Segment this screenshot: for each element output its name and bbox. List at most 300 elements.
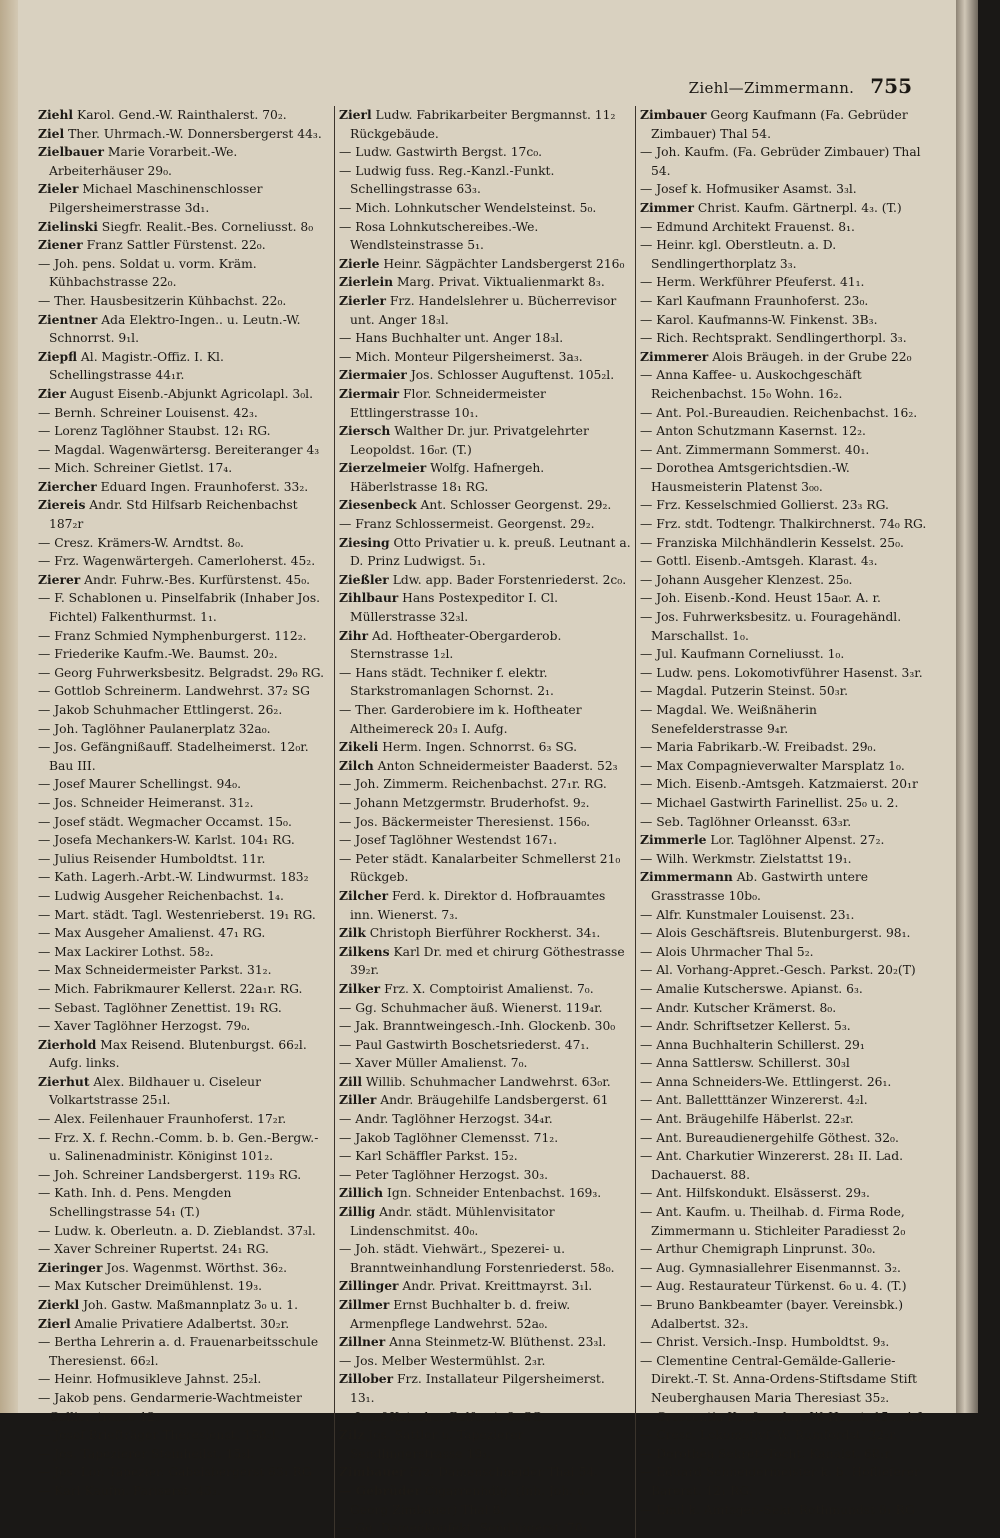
- entry-columns: [34, 106, 938, 1538]
- entry-text: — Dorothea Sekret.-Tocht. Kanalst. 68₁r.: [640, 1446, 894, 1461]
- entry-text: Al. Magistr.-Offiz. I. Kl. Schellingstrasse 44₁r.: [49, 349, 224, 383]
- entry-text: Georg Kaufmann (Fa. Gebrüder Zimbauer) Thal 54.: [651, 108, 908, 141]
- page-header: [689, 74, 912, 98]
- entry-text: — Mich. Monteur Pilgersheimerst. 3a₃.: [339, 349, 583, 364]
- directory-entry: [38, 682, 330, 701]
- directory-entry: [339, 515, 631, 534]
- directory-entry: [640, 608, 932, 645]
- entry-text: — Ant. Pol.-Bureaudien. Reichenbachst. 16₂.: [640, 405, 918, 420]
- entry-text: — Bernh. Schreiner Louisenst. 42₃.: [38, 405, 258, 420]
- entry-text: — Ant. Balletttänzer Winzererst. 4₂l.: [640, 1093, 868, 1108]
- directory-entry: [339, 1352, 631, 1371]
- entry-text: — Xaver Schreiner Rupertst. 24₁ RG.: [38, 1242, 269, 1257]
- directory-entry: [38, 813, 330, 832]
- entry-text: — Joh. Kaufm. (Fa. Gebrüder Zimbauer) Thal 54.: [640, 145, 921, 178]
- entry-text: — Amalie Kutscherswe. Apianst. 6₃.: [640, 981, 863, 996]
- entry-text: Frz. Handelslehrer u. Bücherrevisor unt. Anger 18₃l.: [350, 293, 617, 327]
- entry-text: Andr. Bräugehilfe Landsbergerst. 61: [376, 1093, 609, 1108]
- entry-surname: Ziehl: [38, 107, 74, 122]
- entry-text: — Anton Schutzmann Kasernst. 12₂.: [640, 424, 866, 439]
- directory-entry: [38, 924, 330, 943]
- entry-text: Marie Vorarbeit.-We. Arbeiterhäuser 29₀.: [49, 145, 238, 178]
- entry-text: — Eduard Schneidermeister k. b. Hoflieferer Barerst. 12₁ RG.: [640, 1465, 920, 1498]
- entry-text: Ada Elektro-Ingen.. u. Leutn.-W. Schnorrst. 9₁l.: [49, 312, 301, 346]
- directory-entry: [38, 422, 330, 441]
- directory-page: [18, 0, 978, 1536]
- directory-entry: [38, 496, 330, 533]
- directory-entry: [640, 738, 932, 757]
- directory-entry: [38, 534, 330, 553]
- directory-entry: [38, 887, 330, 906]
- entry-text: Andr. Privat. Kreittmayrst. 3₁l.: [398, 1279, 593, 1294]
- entry-text: — Andr. Taglöhner Herzogst. 34₄r.: [339, 1112, 553, 1127]
- directory-entry: [38, 441, 330, 460]
- directory-entry: [339, 1036, 631, 1055]
- entry-text: — Josef Briefträger Theresienst. 158₃l.: [38, 1428, 280, 1443]
- entry-text: — Frz. X. f. Rechn.-Comm. b. b. Gen.-Bergw.- u. Salinenadministr. Königinst 101₂.: [38, 1130, 319, 1164]
- directory-entry: [339, 701, 631, 738]
- directory-entry: [640, 180, 932, 199]
- directory-entry: [38, 106, 330, 125]
- directory-entry: [38, 1129, 330, 1166]
- directory-entry: [339, 924, 631, 943]
- entry-text: — Ant. Charkutier Winzererst. 28₁ II. Lad. Dachauerst. 88.: [640, 1149, 904, 1182]
- entry-text: Willib. Schuhmacher Landwehrst. 63₀r.: [362, 1074, 611, 1089]
- entry-text: — Joh. pens. Soldat u. vorm. Kräm. Kühbachstrasse 22₀.: [38, 256, 257, 290]
- directory-entry: [640, 329, 932, 348]
- column-2: [334, 106, 635, 1538]
- entry-text: — Al. Vorhang-Appret.-Gesch. Parkst. 20₂(T): [640, 963, 916, 978]
- entry-surname: Zimmer: [640, 199, 694, 215]
- entry-text: — Rosa Lohnkutschereibes.-We. Wendlsteinstrasse 5₁.: [339, 219, 539, 253]
- entry-text: — Rich. Rechtsprakt. Sendlingerthorpl. 3₃.: [640, 331, 907, 346]
- directory-entry: [640, 757, 932, 776]
- directory-entry: [339, 589, 631, 626]
- directory-entry: [640, 1445, 932, 1464]
- entry-text: Andr. Std Hilfsarb Reichenbachst 187₂r: [49, 498, 298, 532]
- entry-text: — Mich. Schreiner Gietlst. 17₄.: [38, 461, 233, 476]
- entry-text: — Gg. Damenkonfekt. Sendlingerst. 70₄.: [339, 1521, 592, 1536]
- entry-text: — Josefa Mechankers-W. Karlst. 104₁ RG.: [38, 833, 295, 848]
- directory-entry: [640, 199, 932, 218]
- directory-entry: [640, 404, 932, 423]
- entry-text: — Herm. Werkführer Pfeuferst. 41₁.: [640, 275, 865, 290]
- directory-entry: [339, 1017, 631, 1036]
- entry-text: — Jakob pens. Gendarmerie-Wachtmeister Gollierstrasse 12₃.: [38, 1390, 302, 1424]
- directory-entry: [640, 1408, 932, 1427]
- entry-text: Ferd. k. Direktor d. Hofbrauamtes inn. Wienerst. 7₃.: [350, 888, 606, 922]
- entry-text: Ther. Uhrmach.-W. Donnersbergerst 44₃.: [64, 126, 322, 141]
- directory-entry: [640, 1463, 932, 1500]
- entry-surname: Zierlein: [339, 274, 394, 290]
- entry-text: — Joh. Schreiner Landsbergerst. 119₃ RG.: [38, 1167, 302, 1182]
- entry-text: — Magdal. We. Weißnäherin Senefelderstrasse 9₄r.: [640, 703, 817, 736]
- directory-entry: [38, 348, 330, 385]
- entry-surname: Zillober: [339, 1371, 394, 1387]
- directory-entry: [339, 831, 631, 850]
- directory-entry: [38, 1073, 330, 1110]
- directory-entry: [640, 682, 932, 701]
- directory-entry: [640, 589, 932, 608]
- entry-text: — Jos. Schneider Heimeranst. 31₂.: [38, 795, 254, 810]
- entry-text: Hans Postexpeditor I. Cl. Müllerstrasse 32₃l.: [350, 591, 559, 625]
- directory-entry: [640, 515, 932, 534]
- entry-text: Andr. städt. Mühlenvisitator Lindenschmitst. 40₀.: [350, 1205, 555, 1238]
- entry-text: — Jos. Tapezierer Steinheilst. 15₂l.: [38, 1446, 255, 1461]
- entry-text: Ign. Schneider Entenbachst. 169₃.: [383, 1186, 602, 1201]
- entry-text: Ant. Schlosser Georgenst. 29₂.: [416, 498, 612, 513]
- book-gutter: [0, 0, 18, 1413]
- directory-entry: [38, 404, 330, 423]
- directory-entry: [339, 1054, 631, 1073]
- directory-entry: [640, 534, 932, 553]
- directory-entry: [38, 980, 330, 999]
- directory-entry: [38, 1036, 330, 1073]
- entry-text: — Jakob Taglöhner Clemensst. 71₂.: [339, 1130, 559, 1145]
- entry-surname: Zierhold: [38, 1036, 97, 1052]
- directory-entry: [38, 459, 330, 478]
- directory-entry: [38, 552, 330, 571]
- entry-text: — Max Lackirer Lothst. 58₂.: [38, 944, 214, 959]
- entry-text: Eduard Ingen. Fraunhoferst. 33₂.: [96, 479, 309, 494]
- directory-entry: [640, 1147, 932, 1184]
- entry-text: — Josef Taglöhner Westendst 167₁.: [339, 833, 557, 848]
- directory-entry: [339, 571, 631, 590]
- entry-text: Karl Dr. med et chirurg Göthestrasse 39₂r.: [350, 944, 625, 978]
- entry-text: Siegfr. Realit.-Bes. Corneliusst. 8₀: [97, 219, 314, 234]
- directory-entry: [640, 943, 932, 962]
- directory-entry: [339, 1333, 631, 1352]
- entry-text: — Max Ausgeher Amalienst. 47₁ RG.: [38, 926, 266, 941]
- directory-entry: [339, 1129, 631, 1148]
- directory-entry: [339, 664, 631, 701]
- entry-surname: Zilker: [339, 980, 381, 996]
- directory-entry: [339, 348, 631, 367]
- entry-text: — Frz. Kesselschmied Gollierst. 23₃ RG.: [640, 498, 889, 513]
- entry-text: — Alex. Feilenhauer Fraunhoferst. 17₂r.: [38, 1112, 287, 1127]
- entry-surname: Ziller: [339, 1092, 377, 1108]
- entry-text: — Aug. Restaurateur Türkenst. 6₀ u. 4. (T.): [640, 1279, 907, 1294]
- directory-entry: [640, 1259, 932, 1278]
- entry-text: Walther Dr. jur. Privatgelehrter Leopoldst. 16₀r. (T.): [350, 424, 589, 457]
- entry-text: August Eisenb.-Abjunkt Agricolapl. 3₀l.: [65, 386, 314, 401]
- directory-entry: [640, 999, 932, 1018]
- directory-entry: [38, 794, 330, 813]
- entry-text: — Edmund Architekt Frauenst. 8₁.: [640, 219, 855, 234]
- directory-entry: [640, 571, 932, 590]
- entry-text: Jos. Schlosser Auguftenst. 105₂l.: [406, 368, 615, 383]
- directory-entry: [640, 1054, 932, 1073]
- directory-entry: [38, 218, 330, 237]
- entry-surname: Zillinger: [339, 1278, 399, 1294]
- directory-entry: [339, 218, 631, 255]
- entry-text: — Lorenz Taglöhner Staubst. 12₁ RG.: [38, 424, 271, 439]
- entry-surname: — Gebrüder: [339, 1482, 421, 1498]
- entry-text: — Dorothea Amtsgerichtsdien.-W. Hausmeisterin Platenst 3₀₀.: [640, 461, 850, 494]
- directory-entry: [640, 292, 932, 311]
- directory-entry: [640, 552, 932, 571]
- directory-entry: [339, 1370, 631, 1407]
- entry-text: — Crescentia Kupferschm.-W. Heust. 15a₃ A.I: [640, 1409, 923, 1424]
- directory-entry: [38, 831, 330, 850]
- entry-text: — Hans städt. Techniker f. elektr. Starkstromanlagen Schornst. 2₁.: [339, 665, 554, 699]
- directory-entry: [640, 961, 932, 980]
- directory-entry: [640, 311, 932, 330]
- directory-entry: [339, 794, 631, 813]
- directory-entry: [339, 162, 631, 199]
- entry-text: Christoph Bierführer Rockherst. 34₁.: [365, 926, 601, 941]
- directory-entry: [339, 775, 631, 794]
- entry-text: — Georg Fuhrwerksbesitz. Belgradst. 29₀ RG.: [38, 665, 324, 680]
- directory-entry: [339, 1519, 631, 1538]
- entry-text: — F. Schablonen u. Pinselfabrik (Inhaber Jos. Fichtel) Falkenthurmst. 1₁.: [38, 591, 321, 625]
- entry-surname: Zimbauer: [640, 107, 707, 122]
- directory-entry: [640, 1110, 932, 1129]
- directory-entry: [38, 1222, 330, 1241]
- entry-text: Frz. Installateur Pilgersheimerst. 13₁.: [350, 1372, 605, 1405]
- directory-entry: [38, 868, 330, 887]
- entry-text: — Andr. Kutscher Krämerst. 8₀.: [640, 1000, 837, 1015]
- directory-entry: [38, 645, 330, 664]
- entry-text: — Jos. Melber Westermühlst. 2₃r.: [339, 1353, 546, 1368]
- entry-text: Jos. Wagenmst. Wörthst. 36₂.: [102, 1260, 288, 1275]
- directory-entry: [38, 961, 330, 980]
- entry-text: — Jos. Gefängnißauff. Stadelheimerst. 12₀r. Bau III.: [38, 740, 309, 773]
- entry-text: — Ant. Kaufm. u. Theilhab. d. Firma Rode, Zimmermann u. Stichleiter Paradiesst 2₀: [640, 1205, 906, 1238]
- entry-surname: Ziel: [38, 125, 65, 141]
- entry-text: Michael Maschinenschlosser Pilgersheimerstrasse 3d₁.: [49, 182, 263, 215]
- entry-text: — Frz. Wagenwärtergeh. Camerloherst. 45₂.: [38, 554, 316, 569]
- entry-text: — Ant. Bureaudienergehilfe Göthest. 32₀.: [640, 1130, 899, 1145]
- column-1: [34, 106, 334, 1538]
- directory-entry: [640, 496, 932, 515]
- entry-surname: Ziesenbeck: [339, 497, 417, 513]
- directory-entry: [38, 1166, 330, 1185]
- entry-surname: Zielinski: [38, 218, 98, 234]
- entry-surname: Zientner: [38, 311, 98, 327]
- directory-entry: [339, 1426, 631, 1463]
- directory-entry: [339, 999, 631, 1018]
- entry-text: Ldw. app. Bader Forstenriederst. 2c₀.: [388, 572, 627, 587]
- entry-surname: Zierle: [339, 255, 380, 271]
- entry-surname: Ziereis: [38, 497, 86, 513]
- entry-surname: Zillner: [339, 1334, 386, 1350]
- entry-text: — Gottl. Eisenb.-Amtsgeh. Klarast. 4₃.: [640, 554, 878, 569]
- entry-text: — Paul Gastwirth Boschetsriederst. 47₁.: [339, 1037, 590, 1052]
- entry-surname: Zierl: [38, 1315, 71, 1331]
- directory-entry: [640, 906, 932, 925]
- directory-entry: [38, 1482, 330, 1501]
- directory-entry: [38, 143, 330, 180]
- directory-entry: [38, 255, 330, 292]
- directory-entry: [38, 1184, 330, 1221]
- directory-entry: [38, 1110, 330, 1129]
- entry-text: — Sebast. Taglöhner Zenettist. 19₁ RG.: [38, 1000, 282, 1015]
- directory-entry: [339, 1166, 631, 1185]
- entry-text: — Joh. städt. Viehwärt., Spezerei- u. Branntweinhandlung Forstenriederst. 58₀.: [339, 1242, 615, 1275]
- directory-entry: [640, 459, 932, 496]
- directory-entry: [38, 571, 330, 590]
- entry-text: — Gg. Schuhmacher äuß. Wienerst. 119₄r.: [339, 1000, 603, 1015]
- directory-entry: [339, 1408, 631, 1427]
- directory-entry: [38, 775, 330, 794]
- entry-text: — Kath. Lagerh.-Arbt.-W. Lindwurmst. 183₂: [38, 870, 309, 885]
- directory-entry: [339, 1091, 631, 1110]
- entry-text: — Karl Kaufm. Pariserst. 43₃.: [38, 1483, 221, 1498]
- entry-surname: Ziercher: [38, 478, 97, 494]
- directory-entry: [38, 311, 330, 348]
- directory-entry: [640, 106, 932, 143]
- entry-text: — Ant. Zimmermann Sommerst. 40₁.: [640, 442, 870, 457]
- directory-entry: [339, 273, 631, 292]
- entry-text: — Josef Kutscher Belforst. 8₀ SG.: [339, 1409, 546, 1424]
- entry-text: — Joh. Zimmerm. Reichenbachst. 27₁r. RG.: [339, 777, 607, 792]
- running-title: Ziehl—Zimmermann.: [688, 79, 855, 97]
- entry-surname: Zieringer: [38, 1259, 103, 1275]
- entry-text: — Ther. Hausbesitzerin Kühbachst. 22₀.: [38, 293, 287, 308]
- entry-text: Heinr. Sägpächter Landsbergerst 216₀: [379, 256, 625, 271]
- entry-text: — Mich. Fabrikmaurer Kellerst. 22a₁r. RG.: [38, 981, 303, 996]
- entry-text: — Anna Sattlersw. Schillerst. 30₃l: [640, 1056, 850, 1071]
- directory-entry: [38, 738, 330, 775]
- entry-text: — Cresz. Krämers-W. Arndtst. 8₀.: [38, 535, 244, 550]
- entry-text: — Karol. Kaufmanns-W. Finkenst. 3B₃.: [640, 312, 878, 327]
- directory-entry: [38, 236, 330, 255]
- entry-text: Christ. Kaufm. Gärtnerpl. 4₃. (T.): [693, 200, 902, 215]
- entry-surname: Zier: [38, 385, 66, 401]
- entry-surname: Zihlbaur: [339, 590, 399, 606]
- entry-surname: Zimmerer: [640, 348, 709, 364]
- entry-text: Alex. Bildhauer u. Ciseleur Volkartstrasse 25₁l.: [49, 1074, 261, 1108]
- directory-entry: [640, 645, 932, 664]
- entry-text: — Peter städt. Kanalarbeiter Schmellerst 21₀ Rückgeb.: [339, 851, 621, 885]
- entry-text: — Max Kutscher Dreimühlenst. 19₃.: [38, 1279, 263, 1294]
- entry-text: — Aug. Gymnasiallehrer Eisenmannst. 3₂.: [640, 1260, 901, 1275]
- entry-text: — Magdal. Wagenwärtersg. Bereiteranger 4₃: [38, 442, 320, 457]
- directory-entry: [38, 1277, 330, 1296]
- entry-text: — Ludw. Gastwirth Bergst. 17c₀.: [339, 145, 543, 160]
- directory-entry: [38, 589, 330, 626]
- directory-entry: [640, 1352, 932, 1408]
- directory-entry: [640, 1091, 932, 1110]
- entry-text: Franz Sattler Fürstenst. 22₀.: [82, 238, 266, 253]
- entry-text: — Anna Kaffee- u. Auskochgeschäft Reichenbachst. 15₀ Wohn. 16₂.: [640, 368, 862, 401]
- directory-entry: [640, 348, 932, 367]
- entry-text: — Jos. Lor. Tapezier. Gabelsbergerst 83₁ RG: [38, 1465, 312, 1480]
- entry-text: Ab. Gastwirth untere Grasstrasse 10b₀.: [651, 870, 869, 903]
- entry-text: — Franziska Milchhändlerin Kesselst. 25₀.: [640, 535, 904, 550]
- entry-text: — Alois Uhrmacher Thal 5₂.: [640, 944, 814, 959]
- directory-entry: [339, 1203, 631, 1240]
- entry-text: — Mich. Lohnkutscher Wendelsteinst. 5₀.: [339, 200, 597, 215]
- entry-text: Amalie Privatiere Adalbertst. 30₂r.: [70, 1316, 290, 1331]
- entry-text: — Jos. Fuhrwerksbesitz. u. Fouragehändl. Marschallst. 1₀.: [640, 610, 902, 643]
- directory-entry: [38, 125, 330, 144]
- entry-text: — Josef Maurer Schellingst. 94₀.: [38, 777, 242, 792]
- entry-text: — Arthur Chemigraph Linprunst. 30₀.: [640, 1242, 876, 1257]
- entry-surname: Zielbauer: [38, 144, 104, 160]
- entry-text: — Julius Reisender Humboldtst. 11r.: [38, 851, 266, 866]
- entry-text: — Wilh. Werkmstr. Zielstattst 19₁.: [640, 851, 852, 866]
- directory-entry: [38, 180, 330, 217]
- directory-entry: [38, 292, 330, 311]
- entry-text: — Franz Schmied Nymphenburgerst. 112₂.: [38, 628, 307, 643]
- directory-entry: [339, 385, 631, 422]
- entry-text: Jos. Sattler u. Tapezierer Sendlingerstrasse 19₃.: [350, 1428, 524, 1461]
- entry-text: Alois Bräugeh. in der Grube 22₀: [708, 349, 912, 364]
- entry-surname: Zierkl: [38, 1297, 80, 1312]
- entry-text: Andr. Fuhrw.-Bes. Kurfürstenst. 45₀.: [80, 572, 311, 587]
- directory-entry: [640, 422, 932, 441]
- entry-surname: Zilkens: [339, 943, 390, 959]
- entry-text: — Michael Gastwirth Farinellist. 25₀ u. 2.: [640, 795, 899, 810]
- directory-entry: [640, 1501, 932, 1520]
- directory-entry: [640, 366, 932, 403]
- directory-entry: [38, 1463, 330, 1482]
- directory-entry: [38, 1259, 330, 1278]
- directory-entry: [640, 775, 932, 794]
- page-number: 755: [870, 74, 912, 98]
- directory-entry: [339, 329, 631, 348]
- directory-entry: [339, 422, 631, 459]
- entry-text: — Magdal. Putzerin Steinst. 50₃r.: [640, 684, 849, 699]
- entry-text: — Ludw. pens. Lokomotivführer Hasenst. 3₃r.: [640, 665, 923, 680]
- directory-entry: [640, 1017, 932, 1036]
- entry-text: — Jul. Kaufmann Corneliusst. 1₀.: [640, 647, 845, 662]
- entry-text: — Anna Buchhalterin Schillerst. 29₁: [640, 1037, 865, 1052]
- directory-entry: [640, 794, 932, 813]
- entry-text: — Josef städt. Wegmacher Occamst. 15₀.: [38, 814, 292, 829]
- directory-entry: [640, 441, 932, 460]
- entry-text: Frz. Damenschneider Thal 54.: [405, 1465, 599, 1480]
- entry-text: — Hans Buchhalter unt. Anger 18₃l.: [339, 331, 564, 346]
- directory-entry: [38, 627, 330, 646]
- directory-entry: [640, 1333, 932, 1352]
- directory-entry: [339, 1147, 631, 1166]
- entry-surname: Ziesing: [339, 534, 390, 550]
- entry-text: — Karl Schäffler Parkst. 15₂.: [339, 1149, 518, 1164]
- directory-entry: [640, 980, 932, 999]
- directory-entry: [38, 664, 330, 683]
- directory-entry: [640, 1296, 932, 1333]
- directory-entry: [339, 496, 631, 515]
- entry-surname: Zierl: [339, 107, 372, 122]
- entry-surname: Zill: [339, 1073, 362, 1089]
- entry-text: — Karl Kaufmann Fraunhoferst. 23₀.: [640, 293, 869, 308]
- entry-text: — Mich. Eisenb.-Amtsgeh. Katzmaierst. 20₁r: [640, 777, 918, 792]
- entry-text: — Bruno Bankbeamter (bayer. Vereinsbk.) Adalbertst. 32₃.: [640, 1298, 904, 1331]
- entry-surname: Zihr: [339, 627, 369, 643]
- directory-entry: [640, 1036, 932, 1055]
- directory-entry: [640, 273, 932, 292]
- directory-entry: [339, 813, 631, 832]
- entry-text: — Alfr. Kunstmaler Louisenst. 23₁.: [640, 907, 855, 922]
- directory-entry: [38, 1445, 330, 1464]
- entry-text: Frz. X. Comptoirist Amalienst. 7₀.: [380, 981, 594, 996]
- directory-entry: [339, 1482, 631, 1519]
- directory-entry: [339, 1073, 631, 1092]
- directory-entry: [339, 1296, 631, 1333]
- directory-entry: [339, 1110, 631, 1129]
- entry-text: Ludw. Fabrikarbeiter Bergmannst. 11₂ Rückgebäude.: [350, 108, 616, 141]
- entry-surname: Ziener: [38, 237, 83, 253]
- directory-entry: [640, 1277, 932, 1296]
- entry-text: — Ant. Hilfskondukt. Elsässerst. 29₃.: [640, 1186, 870, 1201]
- entry-text: — Emil k. Amtsger.-Sekr. Rothmundst 8₁ RG: [640, 1502, 915, 1517]
- directory-entry: [38, 1017, 330, 1036]
- entry-text: Joh. Gastw. Maßmannplatz 3₀ u. 1.: [79, 1298, 298, 1312]
- entry-text: Cigarrenhdlg. (Inh. Joh. u. Georg Zimbauer) Thal 8.: [350, 1483, 589, 1517]
